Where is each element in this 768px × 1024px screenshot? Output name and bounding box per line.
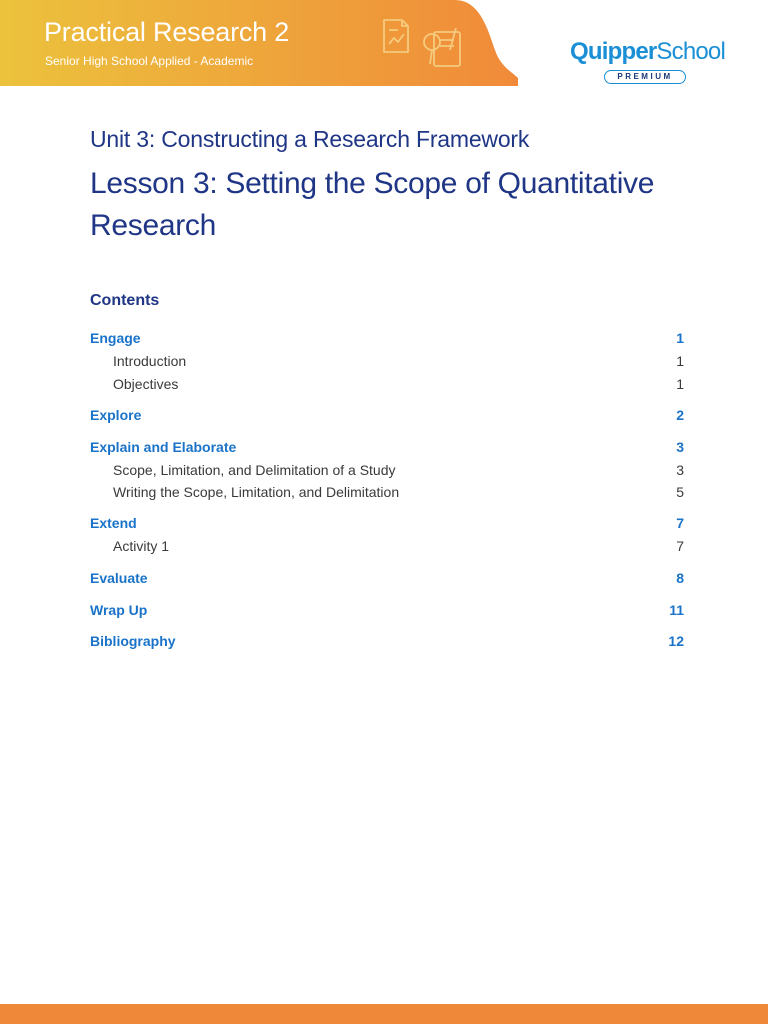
logo-suffix: School: [656, 38, 725, 65]
toc-entry-evaluate[interactable]: [90, 568, 684, 588]
toc-entry-title: Evaluate: [90, 570, 148, 586]
contents-heading: Contents: [90, 292, 160, 309]
toc-entry-extend[interactable]: [90, 513, 684, 533]
toc-entry-title: Introduction: [113, 353, 187, 369]
logo-brand: Quipper: [570, 38, 657, 65]
toc-entry-writing-scope[interactable]: [90, 482, 684, 502]
toc-entry-page: 11: [669, 602, 684, 618]
document-chart-icon: [378, 16, 414, 56]
quipper-school-logo: [570, 38, 725, 88]
toc-entry-page: 1: [676, 376, 684, 392]
toc-entry-page: 7: [676, 538, 684, 554]
toc-entry-page: 7: [676, 515, 684, 531]
toc-entry-title: Engage: [90, 330, 141, 346]
toc-entry-title: Scope, Limitation, and Delimitation of a Study: [113, 462, 396, 478]
toc-entry-page: 1: [676, 353, 684, 369]
toc-entry-bibliography[interactable]: [90, 631, 684, 651]
toc-entry-title: Writing the Scope, Limitation, and Delimitation: [113, 484, 400, 500]
toc-entry-page: 12: [668, 633, 684, 649]
course-subtitle: Senior High School Applied - Academic: [45, 54, 254, 68]
toc-entry-objectives[interactable]: [90, 374, 684, 394]
toc-entry-wrap-up[interactable]: [90, 600, 684, 620]
toc-entry-title: Extend: [90, 515, 137, 531]
toc-entry-scope-limitation-delimitation[interactable]: [90, 460, 684, 480]
footer-bar: [0, 1004, 768, 1024]
lesson-title: Lesson 3: Setting the Scope of Quantitative Research: [90, 167, 655, 242]
logo-wordmark: [570, 38, 725, 66]
toc-entry-engage[interactable]: [90, 328, 684, 348]
header-banner: [0, 0, 768, 86]
magnifier-notebook-icon: [420, 24, 468, 74]
toc-entry-page: 3: [676, 439, 684, 455]
unit-title: Unit 3: Constructing a Research Framework: [90, 126, 530, 152]
toc-entry-page: 2: [676, 407, 684, 423]
toc-entry-explain-and-elaborate[interactable]: [90, 437, 684, 457]
toc-entry-title: Wrap Up: [90, 602, 148, 618]
toc-entry-page: 5: [676, 484, 684, 500]
course-title: Practical Research 2: [44, 17, 290, 47]
toc-entry-title: Explore: [90, 407, 142, 423]
toc-entry-introduction[interactable]: [90, 351, 684, 371]
toc-entry-page: 3: [676, 462, 684, 478]
toc-entry-explore[interactable]: [90, 405, 684, 425]
toc-entry-page: 1: [676, 330, 684, 346]
toc-entry-title: Activity 1: [113, 538, 170, 554]
toc-entry-activity-1[interactable]: [90, 536, 684, 556]
toc-entry-title: Objectives: [113, 376, 179, 392]
premium-badge: PREMIUM: [604, 70, 686, 84]
toc-entry-page: 8: [676, 570, 684, 586]
toc-entry-title: Bibliography: [90, 633, 176, 649]
toc-entry-title: Explain and Elaborate: [90, 439, 237, 455]
